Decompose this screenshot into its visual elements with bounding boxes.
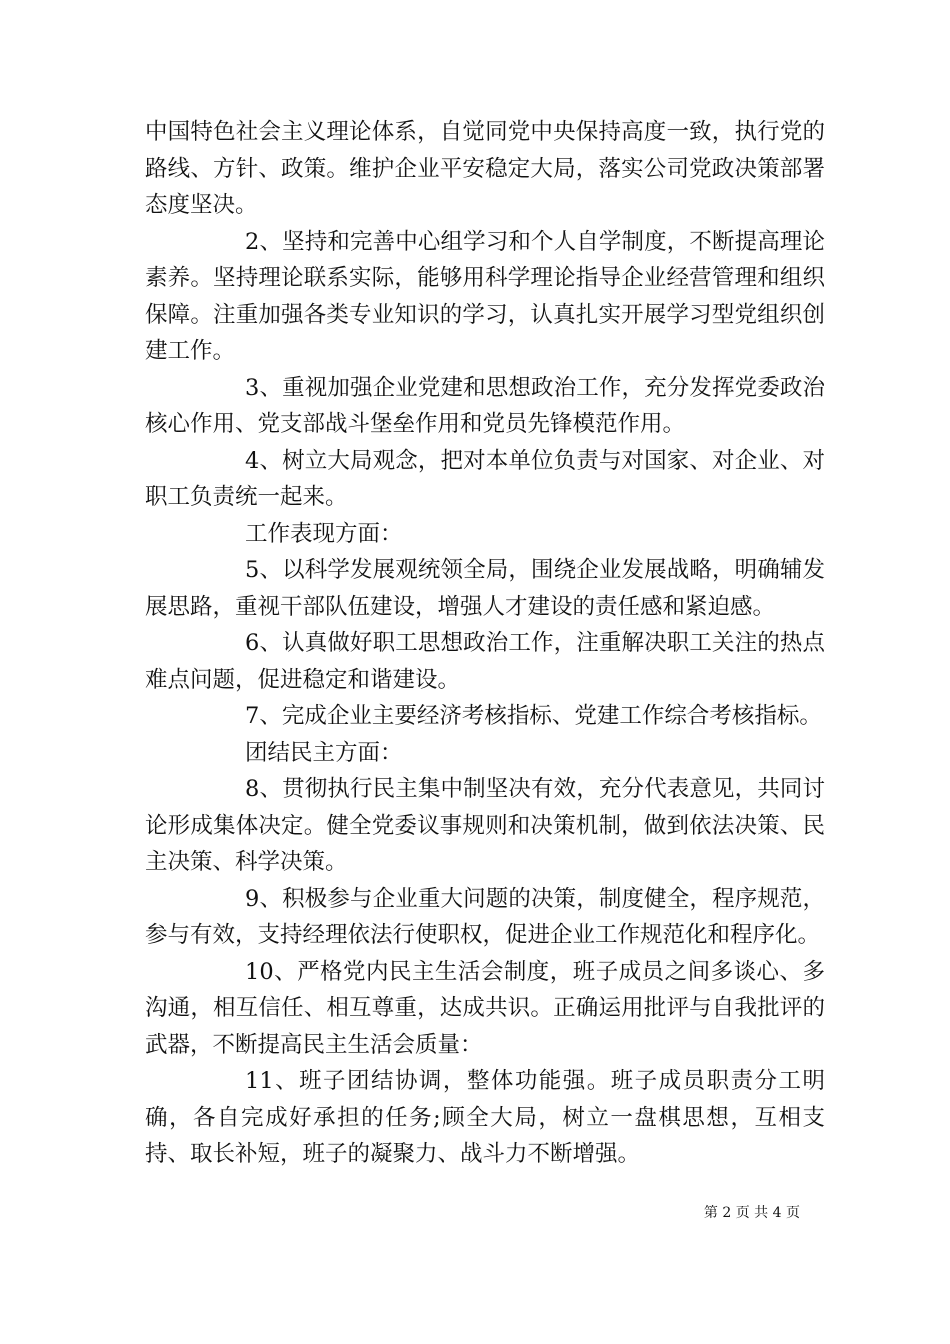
paragraph-1: 中国特色社会主义理论体系，自觉同党中央保持高度一致，执行党的路线、方针、政策。维护企业平安稳定大局，落实公司党政决策部署态度坚决。 [145, 119, 825, 218]
document-body [145, 114, 825, 1173]
paragraph-6: 6、认真做好职工思想政治工作，注重解决职工关注的热点难点问题，促进稳定和谐建设。 [145, 630, 825, 693]
paragraph-3: 3、重视加强企业党建和思想政治工作，充分发挥党委政治核心作用、党支部战斗堡垒作用和党员先锋模范作用。 [145, 374, 825, 437]
paragraph-9: 9、积极参与企业重大问题的决策，制度健全，程序规范，参与有效，支持经理依法行使职权，促进企业工作规范化和程序化。 [145, 885, 825, 948]
paragraph-10: 10、严格党内民主生活会制度，班子成员之间多谈心、多沟通，相互信任、相互尊重，达成共识。正确运用批评与自我批评的武器，不断提高民主生活会质量： [145, 958, 825, 1058]
paragraph-2: 2、坚持和完善中心组学习和个人自学制度，不断提高理论素养。坚持理论联系实际，能够用科学理论指导企业经营管理和组织保障。注重加强各类专业知识的学习，认真扎实开展学习型党组织创建工作。 [145, 228, 825, 364]
section-heading-unity-democracy: 团结民主方面： [245, 739, 403, 766]
paragraph-8: 8、贯彻执行民主集中制坚决有效，充分代表意见，共同讨论形成集体决定。健全党委议事规则和决策机制，做到依法决策、民主决策、科学决策。 [145, 776, 825, 875]
paragraph-5: 5、以科学发展观统领全局，围绕企业发展战略，明确辅发展思路，重视干部队伍建设，增强人才建设的责任感和紧迫感。 [145, 557, 825, 620]
paragraph-7: 7、完成企业主要经济考核指标、党建工作综合考核指标。 [245, 703, 822, 729]
page-number-footer: 第 2 页 共 4 页 [703, 1205, 800, 1221]
section-heading-work-performance: 工作表现方面： [245, 520, 403, 547]
paragraph-11: 11、班子团结协调，整体功能强。班子成员职责分工明确，各自完成好承担的任务;顾全大局，树立一盘棋思想，互相支持、取长补短，班子的凝聚力、战斗力不断增强。 [145, 1068, 825, 1167]
paragraph-4: 4、树立大局观念，把对本单位负责与对国家、对企业、对职工负责统一起来。 [145, 447, 825, 510]
